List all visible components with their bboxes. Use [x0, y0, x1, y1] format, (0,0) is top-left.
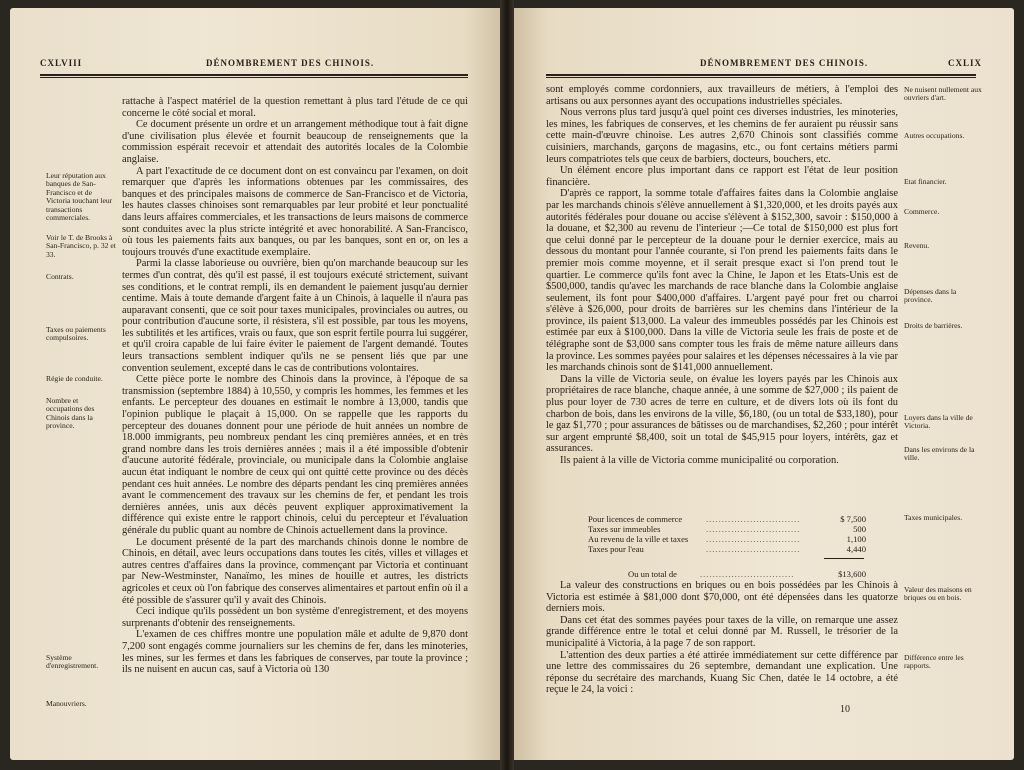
left-head-rule: [40, 74, 468, 78]
left-paragraph: Le document présenté de la part des marchands chinois donne le nombre de Chinois, en détail, avec leurs occupations dans toutes les cités, villes et villages et autres centres d'affaires dans la province, commençant par Victoria et continuant par New-Westminster, Nanaïmo, les mines de houille et autres, les districts agricoles et ceux où l'on fabrique des conserves alimentaires et partout enfin où il a été possible de s'assurer qu'il y avait des Chinois.: [122, 536, 468, 606]
right-paragraph: Ils paient à la ville de Victoria comme municipalité ou corporation.: [560, 455, 839, 466]
right-side-note: Loyers dans la ville de Victoria.: [904, 413, 973, 431]
left-side-note: Contrats.: [46, 272, 74, 281]
table-row-label: Au revenu de la ville et taxes: [588, 534, 689, 544]
table-sum-rule: [824, 554, 864, 559]
table-row-amount: 4,440: [846, 544, 866, 554]
right-paragraph: Nous verrons plus tard jusqu'à quel point ces diverses industries, les minoteries, les mines, les fabriques de conserves, et les chemins de fer auraient pu réussir sans cette main-d'œuvre chinoise. Les autres 2,670 Chinois sont classifiés comme cuisiniers, marchands, garçons de magasins, etc., ou font certains métiers parmi leurs compatriotes tels que ceux de barbiers, docteurs, bouchers, etc.: [546, 107, 898, 165]
leader-dots: ..............................: [706, 544, 801, 554]
table-total-row: [588, 569, 866, 579]
table-row: [588, 514, 866, 524]
left-side-note: Régie de conduite.: [46, 374, 103, 383]
right-running-head: DÉNOMBREMENT DES CHINOIS.: [700, 58, 869, 68]
left-paragraph: Ceci indique qu'ils possèdent un bon système d'enregistrement, et des moyens surprenants d'obtenir des renseignements.: [122, 606, 468, 629]
right-paragraph: L'attention des deux parties a été attirée immédiatement sur cette différence par une lettre des commissaires du 26 septembre, demandant une explication. Une réponse du secrétaire des marchands, Kuang Sic Chen, datée le 14 octobre, a été reçue le 24, la voici :: [546, 649, 898, 696]
left-side-note: Nombre et occupations des Chinois dans la province.: [46, 396, 95, 431]
right-side-note: Etat financier.: [904, 177, 947, 186]
leader-dots: ..............................: [700, 569, 795, 579]
left-paragraph: Cette pièce porte le nombre des Chinois dans la province, à l'époque de sa transmission (septembre 1884) à 10,550, y compris les hommes, les femmes et les enfants. Le percepteur des douanes en estimait le nombre à 13,000, tandis que l'opinion publique le plaçait à 15,000. On se rappelle que les rapports du percepteur des douanes donnent pour une période de huit années un nombre de 18.000 immigrants, peu nombreux pendant les cinq premières années, et en très grand nombre dans les trois dernières années ; mais il a été impossible d'obtenir d'aucune autorité fédérale, provinciale, ou municipale dans la Colombie anglaise aucun état indiquant le nombre de ceux qui ont quitté cette province ou des décès pendant ces huit années. Le nombre des départs pendant les cinq premières années avant le commencement des travaux sur les chemins de fer, et pendant les trois dernières années, unis aux décès peuvent expliquer approximativement la différence qui existe entre le rapport chinois, celui du percepteur et l'évaluation générale du public quant au nombre de Chinois actuellement dans la province.: [122, 374, 468, 536]
right-head-rule: [546, 74, 976, 78]
left-paragraph: A part l'exactitude de ce document dont on est convaincu par l'examen, on doit remarquer que d'après les informations obtenues par les commissaires, des banques et des principales maisons de commerce de San-Francisco et de Victoria, les hautes classes chinoises sont remarquables par leur probité et leur ponctualité dans leurs affaires commerciales, et les transactions de leurs maisons de commerce sont conduites avec la plus stricte intégrité et avec honorabilité. A San-Francisco, où tous les paiements faits aux banques, ou par les banques, sont en or, on les a toujours trouvés d'une exactitude exemplaire.: [122, 165, 468, 258]
left-side-note: Système d'enregistrement.: [46, 653, 99, 671]
right-side-note: Droits de barrières.: [904, 321, 963, 330]
table-row-label: Taxes sur immeubles: [588, 524, 661, 534]
book-gutter: [500, 0, 514, 770]
right-paragraph: sont employés comme cordonniers, aux travailleurs de métiers, à l'emploi des artisans ou aux personnes ayant des occupations industrielles spéciales.: [546, 84, 898, 107]
leader-dots: ..............................: [706, 534, 801, 544]
table-row-amount: $ 7,500: [840, 514, 866, 524]
table-row-amount: 500: [853, 524, 866, 534]
left-side-note: Voir le T. de Brooks à San-Francisco, p. 32 et 33.: [46, 233, 116, 259]
table-row: [588, 524, 866, 534]
leader-dots: ..............................: [706, 514, 801, 524]
table-total-amount: $13,600: [838, 569, 866, 579]
left-folio: CXLVIII: [40, 58, 83, 68]
left-side-note: Taxes ou paiements compulsoires.: [46, 325, 106, 343]
left-paragraph: Ce document présente un ordre et un arrangement méthodique tout à fait digne d'une civilisation plus élevée et fournit beaucoup de renseignements que la commission espérait recevoir et attendait des autorités locales de la Colombie anglaise.: [122, 119, 468, 165]
table-row: [588, 544, 866, 554]
right-side-note: Ne nuisent nullement aux ouvriers d'art.: [904, 85, 982, 103]
table-row-label: Pour licences de commerce: [588, 514, 683, 524]
right-paragraph: D'après ce rapport, la somme totale d'affaires faites dans la Colombie anglaise par les marchands chinois s'élève annuellement à $1,320,000, et les droits payés aux autorités fédérales pour douane ou accise s'élèvent à $152,300, savoir : $150,000 à la douane, et $2,300 au revenu de l'interieur ;—Ce total de $150,000 est plus fort que celui donné par le percepteur de la douane pour le dernier exercice, mais au dessous du montant pour l'année courante, si l'on prend les paiements faits dans le premier mois comme moyenne, et il serait presque exact si l'on prend tout le quartier. Le commerce qu'ils font avec la Chine, le Japon et les Etats-Unis est de $500,000, tandis qu'avec les marchands de race blanche dans la Colombie anglaise seulement, ils font pour $400,000 d'affaires. L'argent payé pour fret ou charroi s'élève à $26,000, pour droits de barrières sur les chemins dans l'intérieur de la province, ils paient $13,000. La valeur des immeubles possédés par les Chinois est estimée par eux à $100,000. Dans la ville de Victoria seule les frais de poste et de télégraphe sont de $3,000 sans compter tous les frais de même nature ailleurs dans la province. Les sommes payées pour salaires et les dépenses nécessaires à la vie par les marchands chinois sont de $141,000 annuellement.: [546, 188, 898, 374]
left-paragraph: L'examen de ces chiffres montre une population mâle et adulte de 9,870 dont 7,200 sont engagés comme journaliers sur les chemins de fer, dans les minoteries, les mines, sur les fermes et dans les fabriques de conserves, par toute la province ; ils ne nuisent en aucun cas, sauf à Victoria où 130: [122, 629, 468, 676]
left-body-text: [122, 96, 468, 676]
right-side-note: Revenu.: [904, 241, 930, 250]
right-side-note: Dans les environs de la ville.: [904, 445, 975, 463]
right-side-note: Dépenses dans la province.: [904, 287, 957, 305]
right-paragraph: Dans cet état des sommes payées pour taxes de la ville, on remarque une assez grande différence entre le total et celui donné par M. Russell, le trésorier de la municipalité à Victoria, à la page 7 de son rapport.: [546, 614, 898, 649]
leader-dots: ..............................: [706, 524, 801, 534]
table-row-label: Taxes pour l'eau: [588, 544, 644, 554]
right-paragraph: La valeur des constructions en briques ou en bois possédées par les Chinois à Victoria est estimée à $81,000 dont $70,000, ont été dépensées dans les quatorze derniers mois.: [546, 580, 898, 615]
right-side-note: Taxes municipales.: [904, 513, 963, 522]
table-row: [588, 534, 866, 544]
left-paragraph: rattache à l'aspect matériel de la question remettant à plus tard l'étude de ce qui concerne le côté social et moral.: [122, 96, 468, 119]
left-running-head: DÉNOMBREMENT DES CHINOIS.: [206, 58, 375, 68]
left-side-note: Manouvriers.: [46, 699, 87, 708]
right-side-note: Commerce.: [904, 207, 940, 216]
right-body-text-lower: [546, 580, 898, 696]
right-paragraph: Un élément encore plus important dans ce rapport est l'état de leur position financière.: [546, 165, 898, 188]
table-total-label: Ou un total de: [628, 569, 677, 579]
right-paragraph: Dans la ville de Victoria seule, on évalue les loyers payés par les Chinois aux propriétaires de race blanche, chaque année, à une somme de $27,000 ; ils paient de plus pour loyer de 730 acres de terre en culture, et de divers lots où ils font du charbon de bois, dans les environs de la ville, $6,180, (ou un total de $33,180), pour le gaz $1,770 ; pour assurances de bâtisses ou de marchandises, $2,260 ; pour intérêt sur argent emprunté $8,400, soit un total de $45,915 pour loyers, intérêts, gaz et assurances.: [546, 373, 898, 455]
right-side-note: Autres occupations.: [904, 131, 965, 140]
table-row-amount: 1,100: [846, 534, 866, 544]
right-side-note: Valeur des maisons en briques ou en bois.: [904, 585, 972, 603]
signature-mark: 10: [840, 704, 850, 715]
right-folio: CXLIX: [948, 58, 983, 68]
right-side-note: Différence entre les rapports.: [904, 653, 964, 671]
left-side-note: Leur réputation aux banques de San-Francisco et de Victoria touchant leur transactions commerciales.: [46, 171, 113, 223]
right-body-text: [546, 84, 898, 467]
left-paragraph: Parmi la classe laborieuse ou ouvrière, bien qu'on marchande beaucoup sur les termes d'un contrat, dès qu'il est passé, il est toujours exécuté strictement, suivant ses conditions, et le contrat rempli, ils en demandent le paiement jusqu'au dernier centime. Mais à toute demande d'argent faite à un Chinois, à laquelle il n'aura pas auparavant consenti, que ce soit pour taxes municipales, provinciales ou autres, ou pour contribution d'aucune sorte, il résistera, s'il est possible, par tous les moyens, les subtilités et les artifices, vrais ou faux, que son esprit fertile pourra lui suggérer, et qu'il croira capable de lui faire éviter le paiement de l'argent demandé. Toutes leurs transactions semblent indiquer qu'ils ne se pensent liés que par une convention seulement, excepté dans le cas de contributions volontaires.: [122, 258, 468, 374]
municipal-taxes-table: [588, 514, 866, 579]
